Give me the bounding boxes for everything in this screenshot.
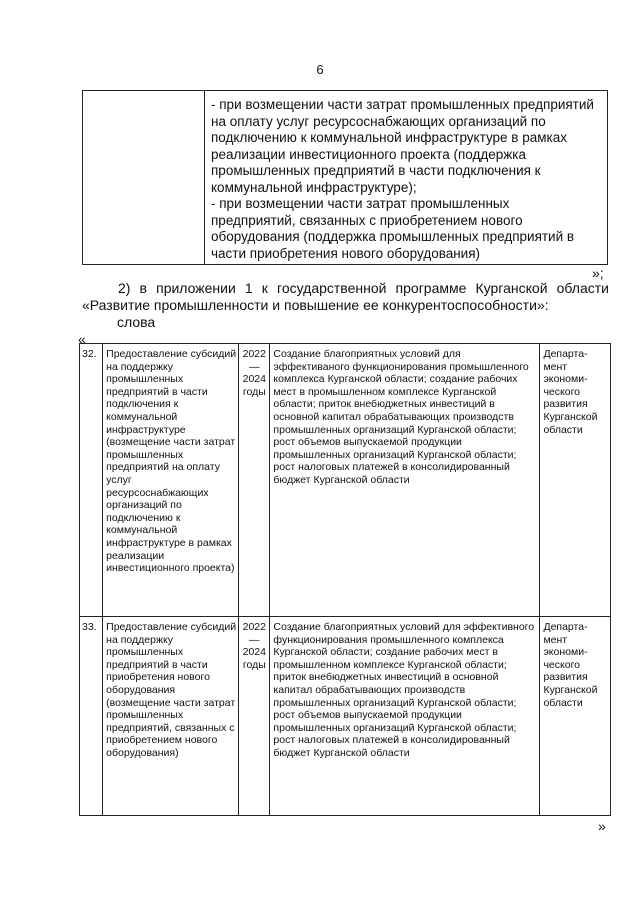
page-number: 6 <box>316 62 324 77</box>
open-quote: « <box>78 331 86 347</box>
continued-table <box>82 90 608 265</box>
amendment-paragraph: 2) в приложении 1 к государственной программе Курганской области «Развитие промышленности и повышение ее конкурентоспособности»: <box>82 280 609 313</box>
year-to: 2024 <box>242 646 266 659</box>
table-row <box>80 617 611 816</box>
executor: Департа- мент экономи- ческого развития Курганской области <box>540 617 611 816</box>
closing-quote: »; <box>592 265 604 281</box>
measure-line: части приобретения нового оборудования) <box>211 245 481 261</box>
measures-table <box>79 343 611 816</box>
measure-line: на оплату услуг ресурсоснабжающих организаций по <box>211 113 546 129</box>
row-number: 33. <box>80 617 103 816</box>
year-dash: — <box>249 360 260 373</box>
year-from: 2022 <box>242 348 266 360</box>
table-row <box>80 344 611 617</box>
year-from: 2022 <box>242 621 266 633</box>
closing-quote-final: » <box>598 818 606 834</box>
years-cell <box>239 344 270 617</box>
measures-cell <box>205 91 608 265</box>
measure-line: коммунальной инфраструктуре); <box>211 179 417 195</box>
measure-line: подключению к коммунальной инфраструктуре в рамках <box>211 130 567 145</box>
years-word: годы <box>242 385 266 398</box>
years-word: годы <box>242 658 266 671</box>
expected-results: Создание благоприятных условий для эффективного функционирования промышленного комплекса Курганской области; создание рабочих мест в промышленном комплексе Курганской области; приток внебюджетных инвестиций в основной капитал обрабатывающих производств промышленных организаций Курганской области; рост объемов выпускаемой продукции промышленных организаций Курганской области; рост налоговых платежей в консолидированный бюджет Курганской области <box>270 617 540 816</box>
measure-description: Предоставление субсидий на поддержку промышленных предприятий в части приобретения нового оборудования (возмещение части затрат промышленных предприятий, связанных с приобретением нового оборудования) <box>103 617 239 816</box>
measure-line: реализации инвестиционного проекта (поддержка <box>211 146 527 162</box>
years-cell <box>239 617 270 816</box>
measure-line: предприятий, связанных с приобретением нового <box>211 212 523 228</box>
empty-cell <box>83 91 205 265</box>
measure-line: промышленных предприятий в части подключения к <box>211 163 541 178</box>
row-number: 32. <box>80 344 103 617</box>
measure-line: - при возмещении части затрат промышленных <box>211 196 510 211</box>
word-label: слова <box>117 314 156 330</box>
executor: Департа- мент экономи- ческого развития Курганской области <box>540 344 611 617</box>
measure-line: оборудования (поддержка промышленных предприятий в <box>211 229 575 244</box>
year-dash: — <box>249 633 260 646</box>
expected-results: Создание благоприятных условий для эффективаного функционирования промышленного комплекса Курганской области; создание рабочих мест в промышленном комплексе Курганской области; приток внебюджетных инвестиций в основной капитал обрабатывающих производств промышленных организаций Курганской области; рост объемов выпускаемой продукции промышленных организаций Курганской области; рост налоговых платежей в консолидированный бюджет Курганской области <box>270 344 540 617</box>
year-to: 2024 <box>242 373 266 386</box>
measure-description: Предоставление субсидий на поддержку промышленных предприятий в части подключения к коммунальной инфраструктуре (возмещение части затрат промышленных предприятий на оплату услуг ресурсоснабжающих организаций по подключению к коммунальной инфраструктуре в рамках реализации инвестиционного проекта) <box>103 344 239 617</box>
measure-line: - при возмещении части затрат промышленных предприятий <box>211 97 594 112</box>
